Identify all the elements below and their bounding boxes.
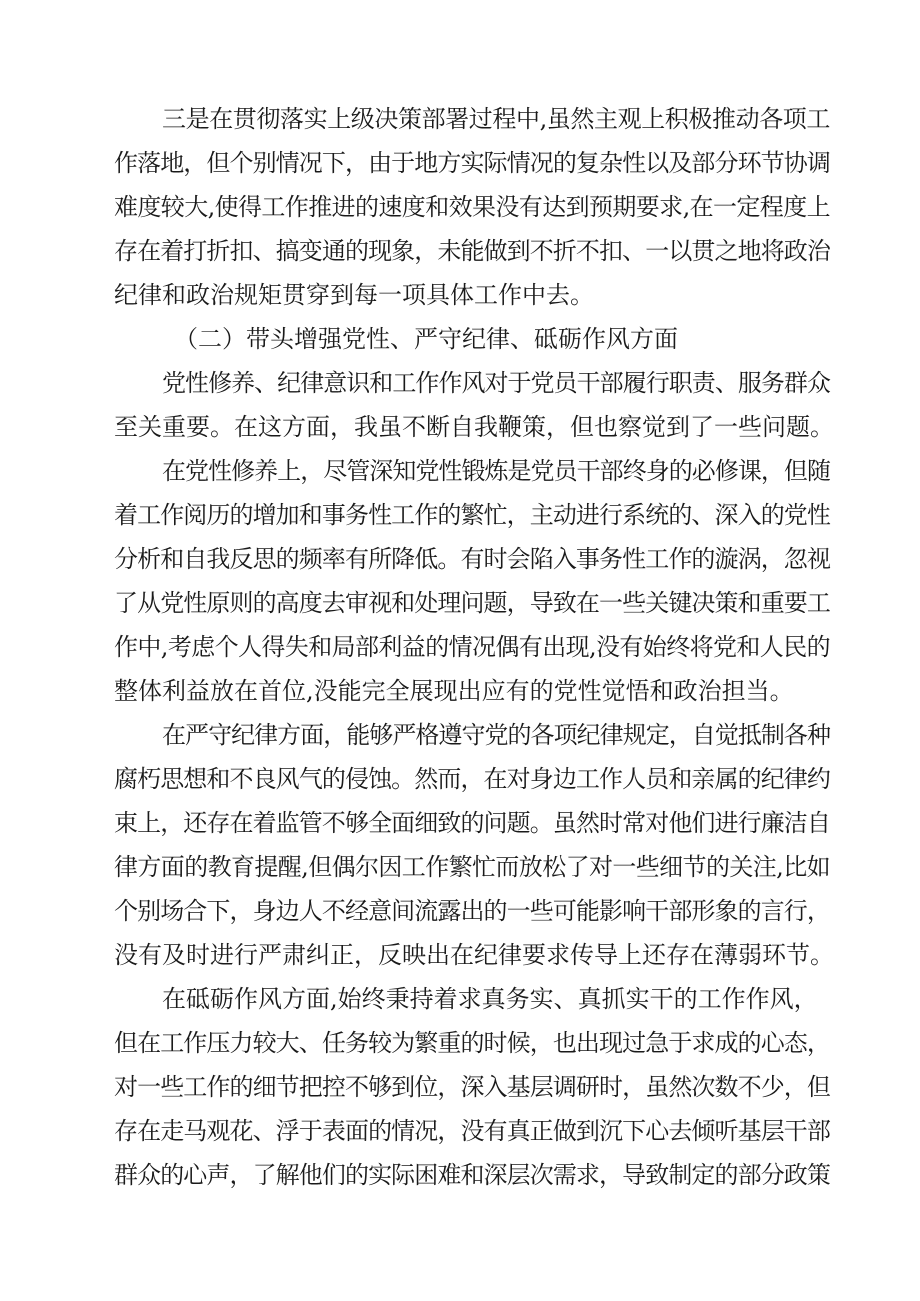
text-line: 没有及时进行严肃纠正，反映出在纪律要求传导上还存在薄弱环节。 bbox=[114, 941, 834, 969]
text-line: 分析和自我反思的频率有所降低。有时会陷入事务性工作的漩涡，忽视 bbox=[114, 545, 830, 573]
text-line: 三是在贯彻落实上级决策部署过程中,虽然主观上积极推动各项工 bbox=[162, 105, 830, 133]
text-line: 至关重要。在这方面，我虽不断自我鞭策，但也察觉到了一些问题。 bbox=[114, 413, 834, 441]
text-line: 束上，还存在着监管不够全面细致的问题。虽然时常对他们进行廉洁自 bbox=[114, 809, 830, 837]
text-line: 腐朽思想和不良风气的侵蚀。然而，在对身边工作人员和亲属的纪律约 bbox=[114, 765, 830, 793]
text-line: 党性修养、纪律意识和工作作风对于党员干部履行职责、服务群众 bbox=[162, 369, 830, 397]
text-line: 纪律和政治规矩贯穿到每一项具体工作中去。 bbox=[114, 281, 594, 309]
text-line: 对一些工作的细节把控不够到位，深入基层调研时，虽然次数不少，但 bbox=[114, 1073, 830, 1101]
text-line: 整体利益放在首位,没能完全展现出应有的党性觉悟和政治担当。 bbox=[114, 677, 794, 705]
text-line: 在党性修养上，尽管深知党性锻炼是党员干部终身的必修课，但随 bbox=[162, 457, 830, 485]
text-line: 在砥砺作风方面,始终秉持着求真务实、真抓实干的工作作风， bbox=[162, 985, 818, 1013]
text-line: 在严守纪律方面，能够严格遵守党的各项纪律规定，自觉抵制各种 bbox=[162, 721, 830, 749]
text-line: 群众的心声，了解他们的实际困难和深层次需求，导致制定的部分政策 bbox=[114, 1161, 830, 1189]
text-line: 存在着打折扣、搞变通的现象，未能做到不折不扣、一以贯之地将政治 bbox=[114, 237, 830, 265]
text-line: 难度较大,使得工作推进的速度和效果没有达到预期要求,在一定程度上 bbox=[114, 193, 830, 221]
text-line: 但在工作压力较大、任务较为繁重的时候，也出现过急于求成的心态， bbox=[114, 1029, 830, 1057]
text-line: 个别场合下，身边人不经意间流露出的一些可能影响干部形象的言行， bbox=[114, 897, 830, 925]
section-heading: （二）带头增强党性、严守纪律、砥砺作风方面 bbox=[174, 325, 678, 353]
text-line: 律方面的教育提醒,但偶尔因工作繁忙而放松了对一些细节的关注,比如 bbox=[114, 853, 830, 881]
text-line: 了从党性原则的高度去审视和处理问题，导致在一些关键决策和重要工 bbox=[114, 589, 830, 617]
text-line: 作落地，但个别情况下，由于地方实际情况的复杂性以及部分环节协调 bbox=[114, 149, 830, 177]
text-line: 着工作阅历的增加和事务性工作的繁忙，主动进行系统的、深入的党性 bbox=[114, 501, 830, 529]
text-line: 作中,考虑个人得失和局部利益的情况偶有出现,没有始终将党和人民的 bbox=[114, 633, 830, 661]
text-line: 存在走马观花、浮于表面的情况，没有真正做到沉下心去倾听基层干部 bbox=[114, 1117, 830, 1145]
